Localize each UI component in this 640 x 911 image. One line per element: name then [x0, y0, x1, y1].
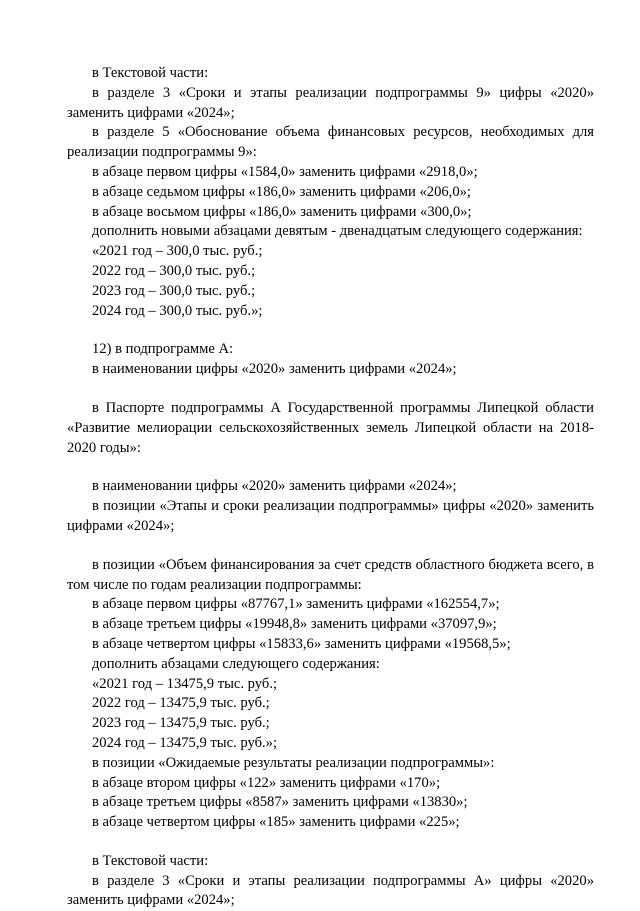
paragraph-fin-2024: 2024 год – 13475,9 тыс. руб.»;	[92, 734, 278, 751]
paragraph-passport-sub-a: в Паспорте подпрограммы А Государственной программы Липецкой области «Развитие мелиорации сельскохозяйственных земель Липецкой области на 2018-2020 годы»:	[67, 399, 594, 456]
paragraph-fin-2022: 2022 год – 13475,9 тыс. руб.;	[92, 695, 270, 712]
paragraph-abzats-8: в абзаце восьмом цифры «186,0» заменить цифрами «300,0»;	[92, 203, 472, 220]
paragraph-position-financing: в позиции «Объем финансирования за счет средств областного бюджета всего, в том числе по годам реализации подпрограммы:	[67, 556, 594, 593]
paragraph-item-12: 12) в подпрограмме А:	[92, 341, 234, 358]
paragraph-year-2024: 2024 год – 300,0 тыс. руб.»;	[92, 302, 263, 319]
spacer	[67, 380, 594, 399]
paragraph-abzats-7: в абзаце седьмом цифры «186,0» заменить цифрами «206,0»;	[92, 183, 471, 200]
paragraph-section-5-sub9: в разделе 5 «Обоснование объема финансовых ресурсов, необходимых для реализации подпрограммы 9»:	[67, 124, 594, 161]
paragraph-text-part-heading-2: в Текстовой части:	[92, 852, 209, 869]
spacer	[67, 458, 594, 477]
spacer	[67, 833, 594, 852]
paragraph-section-3-sub9: в разделе 3 «Сроки и этапы реализации подпрограммы 9» цифры «2020» заменить цифрами «2024»;	[67, 84, 594, 121]
paragraph-fin-abzats-1: в абзаце первом цифры «87767,1» заменить цифрами «162554,7»;	[92, 596, 500, 613]
paragraph-naming-passport: в наименовании цифры «2020» заменить цифрами «2024»;	[92, 478, 457, 495]
paragraph-fin-add: дополнить абзацами следующего содержания:	[92, 655, 380, 672]
paragraph-position-stages: в позиции «Этапы и сроки реализации подпрограммы» цифры «2020» заменить цифрами «2024»;	[67, 498, 594, 534]
paragraph-res-abzats-4: в абзаце четвертом цифры «185» заменить цифрами «225»;	[92, 814, 460, 831]
paragraph-abzats-1: в абзаце первом цифры «1584,0» заменить цифрами «2918,0»;	[92, 163, 478, 180]
paragraph-section-3-sub-a: в разделе 3 «Сроки и этапы реализации подпрограммы А» цифры «2020» заменить цифрами «2024»;	[67, 872, 594, 909]
paragraph-fin-abzats-4: в абзаце четвертом цифры «15833,6» заменить цифрами «19568,5»;	[92, 635, 511, 652]
paragraph-year-2023: 2023 год – 300,0 тыс. руб.;	[92, 282, 256, 299]
spacer	[67, 321, 594, 340]
paragraph-fin-abzats-3: в абзаце третьем цифры «19948,8» заменить цифрами «37097,9»;	[92, 616, 497, 633]
paragraph-naming-sub-a: в наименовании цифры «2020» заменить цифрами «2024»;	[92, 361, 457, 378]
paragraph-fin-2023: 2023 год – 13475,9 тыс. руб.;	[92, 715, 270, 732]
paragraph-position-results: в позиции «Ожидаемые результаты реализации подпрограммы»:	[92, 754, 495, 771]
paragraph-res-abzats-2: в абзаце втором цифры «122» заменить цифрами «170»;	[92, 774, 441, 791]
paragraph-fin-2021: «2021 год – 13475,9 тыс. руб.;	[92, 675, 278, 692]
paragraph-year-2022: 2022 год – 300,0 тыс. руб.;	[92, 262, 256, 279]
paragraph-text-part-heading: в Текстовой части:	[92, 65, 209, 81]
paragraph-year-2021: «2021 год – 300,0 тыс. руб.;	[92, 243, 263, 260]
paragraph-res-abzats-3: в абзаце третьем цифры «8587» заменить цифрами «13830»;	[92, 794, 468, 811]
spacer	[67, 537, 594, 556]
document-page	[67, 64, 594, 911]
paragraph-add-abzats: дополнить новыми абзацами девятым - двенадцатым следующего содержания:	[92, 223, 583, 240]
